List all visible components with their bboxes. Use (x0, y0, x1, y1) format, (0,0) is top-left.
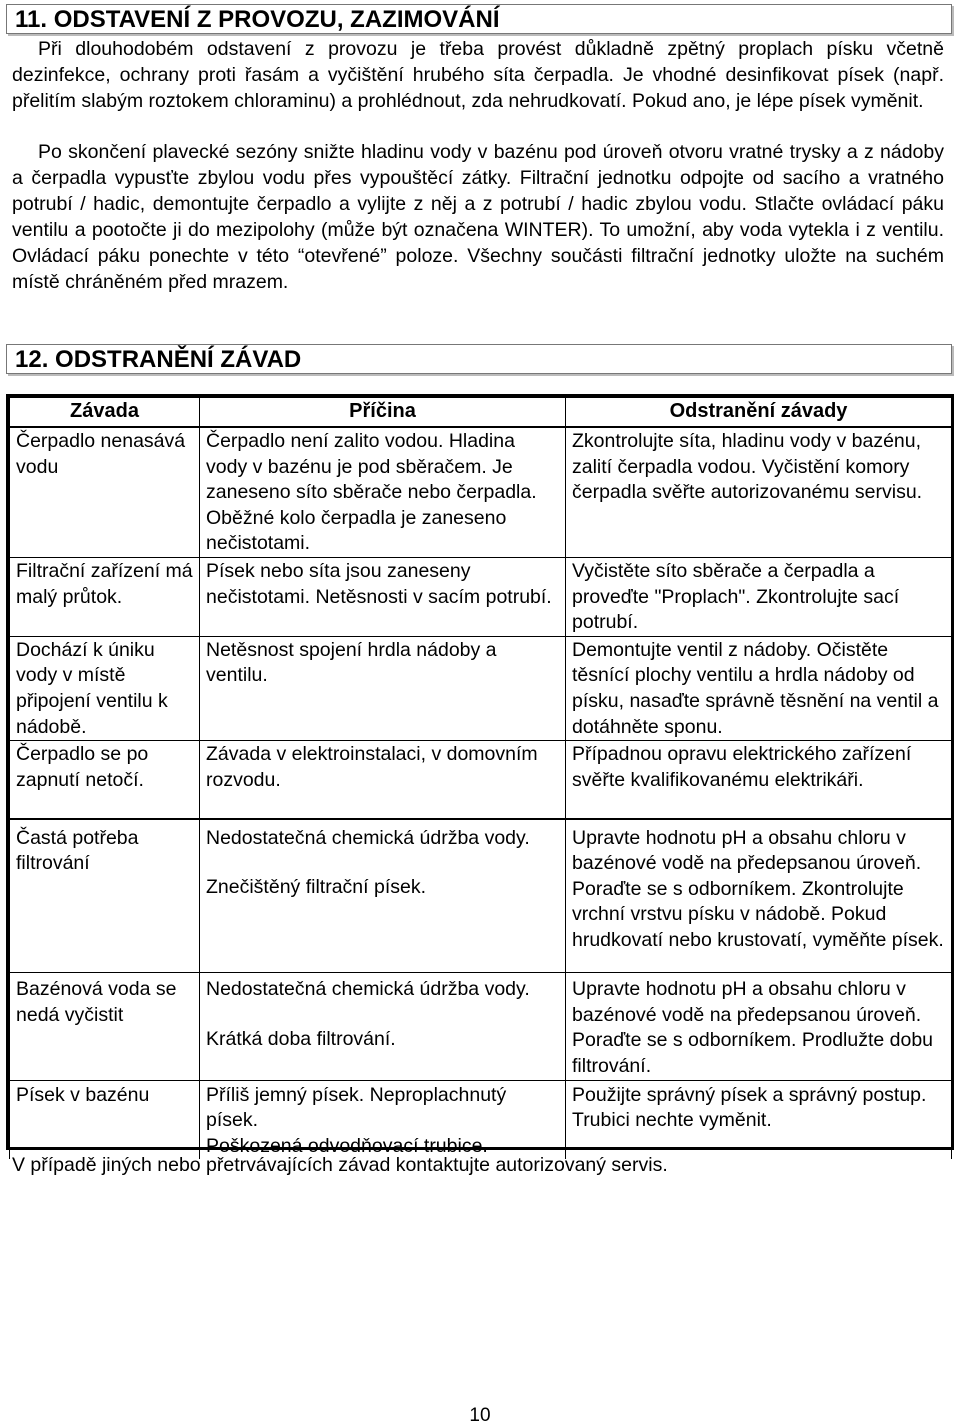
cell-fault: Čerpadlo nenasává vodu (10, 427, 200, 557)
cell-fix: Upravte hodnotu pH a obsahu chloru v bazénové vodě na předepsanou úroveň. Poraďte se s odborníkem. Prodlužte dobu filtrování. (566, 973, 952, 1080)
cell-cause (200, 819, 566, 973)
table-row (10, 636, 952, 740)
cell-cause: Netěsnost spojení hrdla nádoby a ventilu. (200, 636, 566, 740)
section-11-paragraph-1: Při dlouhodobém odstavení z provozu je třeba provést důkladně zpětný proplach písku včetně dezinfekce, ochrany proti řasám a vyčištění hrubého síta čerpadla. Je vhodné desinfikovat písek (např. přelitím slabým roztokem chloraminu) a prohlédnout, zda nehrudkovatí. Pokud ano, je lépe písek vyměnit. (12, 38, 944, 112)
cell-cause: Čerpadlo není zalito vodou. Hladina vody v bazénu je pod sběračem. Je zaneseno síto sběrače nebo čerpadla. Oběžné kolo čerpadla je zaneseno nečistotami. (200, 427, 566, 557)
cell-cause: Písek nebo síta jsou zaneseny nečistotami. Netěsnosti v sacím potrubí. (200, 557, 566, 636)
table-row (10, 427, 952, 557)
section-11-paragraph-2: Po skončení plavecké sezóny snižte hladinu vody v bazénu pod úroveň otvoru vratné trysky a z nádoby a čerpadla vypusťte zbylou vodu přes vypouštěcí zátky. Filtrační jednotku odpojte od sacího a vratného potrubí / hadic, demontujte čerpadlo a vylijte z něj a z potrubí / hadic zbylou vodu. Stlačte ovládací páku ventilu a pootočte ji do mezipolohy (může být označena WINTER). To umožní, aby voda vytekla i z ventilu. Ovládací páku ponechte v této “otevřené” poloze. Všechny součásti filtrační jednotky uložte na suchém místě chráněném před mrazem. (12, 141, 944, 293)
table-row (10, 557, 952, 636)
header-fault: Závada (10, 398, 200, 428)
header-fix: Odstranění závady (566, 398, 952, 428)
cell-fault: Filtrační zařízení má malý průtok. (10, 557, 200, 636)
table-row (10, 741, 952, 819)
header-cause: Příčina (200, 398, 566, 428)
cause-line: Nedostatečná chemická údržba vody. (206, 826, 530, 849)
cell-fault: Častá potřeba filtrování (10, 819, 200, 973)
cause-line: Příliš jemný písek. Neproplachnutý písek. (206, 1083, 507, 1132)
cell-fix: Vyčistěte síto sběrače a čerpadla a proveďte "Proplach". Zkontrolujte sací potrubí. (566, 557, 952, 636)
page-number: 10 (469, 1405, 491, 1426)
table-row (10, 819, 952, 973)
section-12-heading: 12. ODSTRANĚNÍ ZÁVAD (6, 344, 952, 374)
cause-line: Krátká doba filtrování. (206, 1027, 396, 1050)
fix-line: Použijte správný písek a správný postup. (572, 1083, 927, 1106)
cell-fault: Čerpadlo se po zapnutí netočí. (10, 741, 200, 819)
cell-fix: Upravte hodnotu pH a obsahu chloru v bazénové vodě na předepsanou úroveň. Poraďte se s odborníkem. Zkontrolujte vrchní vrstvu písku v nádobě. Pokud hrudkovatí nebo krustovatí, vyměňte písek. (566, 819, 952, 973)
cell-cause (200, 1080, 566, 1159)
fix-line: Trubici nechte vyměnit. (572, 1109, 772, 1132)
cell-fix: Demontujte ventil z nádoby. Očistěte těsnící plochy ventilu a hrdla nádoby od písku, nasaďte správně těsnění na ventil a dotáhněte sponu. (566, 636, 952, 740)
cause-line: Nedostatečná chemická údržba vody. (206, 978, 530, 1001)
cause-line: Poškozená odvodňovací trubice. (206, 1134, 488, 1157)
cell-cause: Závada v elektroinstalaci, v domovním rozvodu. (200, 741, 566, 819)
cell-fault: Dochází k úniku vody v místě připojení ventilu k nádobě. (10, 636, 200, 740)
cause-gap (206, 1003, 561, 1027)
cause-line: Znečištěný filtrační písek. (206, 876, 427, 899)
cell-fix: Případnou opravu elektrického zařízení svěřte kvalifikovanému elektrikáři. (566, 741, 952, 819)
section-11-heading: 11. ODSTAVENÍ Z PROVOZU, ZAZIMOVÁNÍ (6, 4, 952, 34)
cell-fix (566, 1080, 952, 1159)
troubleshooting-table (6, 394, 954, 1157)
cell-fault: Písek v bazénu (10, 1080, 200, 1159)
cause-gap (206, 851, 561, 875)
table-header-row (10, 398, 952, 428)
table-row (10, 1080, 952, 1159)
cell-cause (200, 973, 566, 1080)
cell-fix: Zkontrolujte síta, hladinu vody v bazénu, zalití čerpadla vodou. Vyčistění komory čerpadla svěřte autorizovanému servisu. (566, 427, 952, 557)
service-note: V případě jiných nebo přetrvávajících závad kontaktujte autorizovaný servis. (12, 1154, 668, 1176)
table-row (10, 973, 952, 1080)
cell-fault: Bazénová voda se nedá vyčistit (10, 973, 200, 1080)
